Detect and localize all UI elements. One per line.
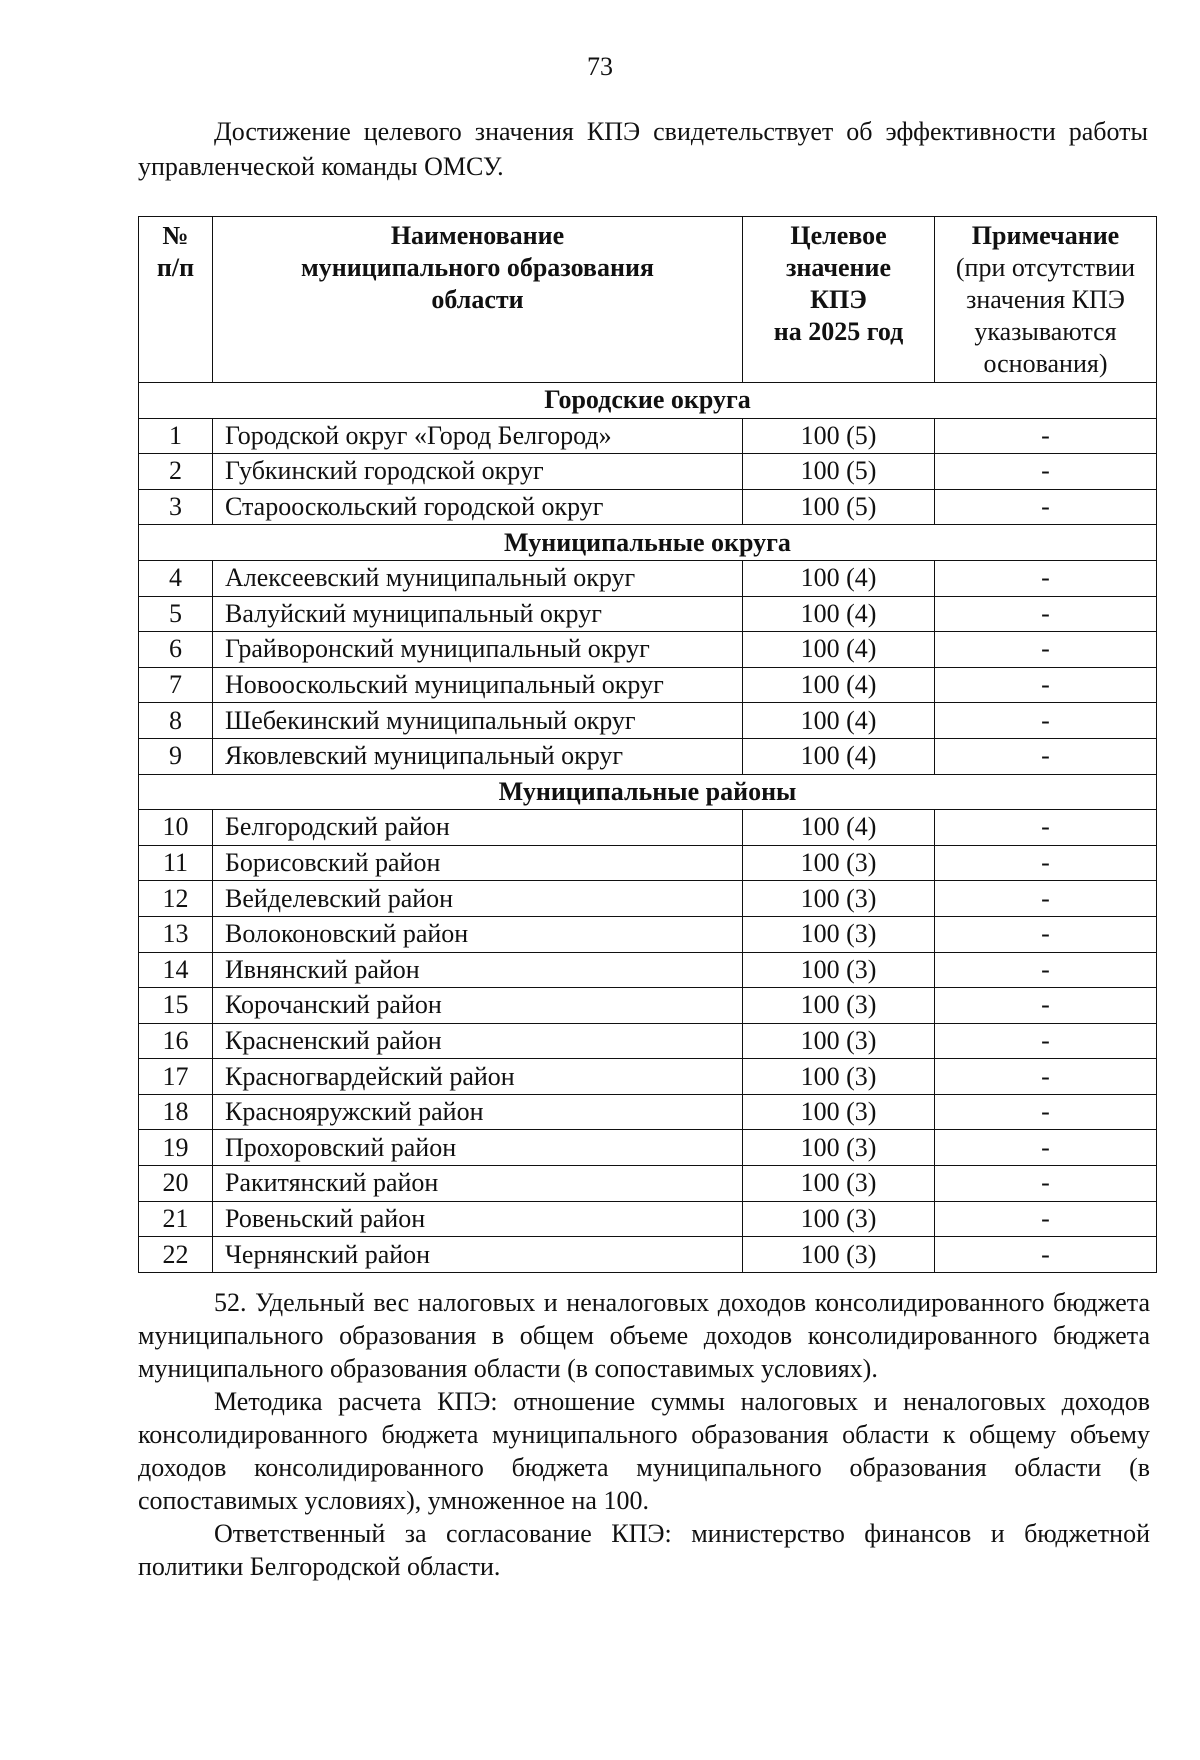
bottom-text — [138, 1286, 1150, 1583]
table-row — [139, 632, 1157, 668]
note-value: - — [935, 489, 1157, 525]
table-row — [139, 988, 1157, 1024]
header-name-line: Наименование — [390, 221, 565, 250]
row-number: 21 — [139, 1201, 213, 1237]
table-row — [139, 881, 1157, 917]
row-number: 16 — [139, 1023, 213, 1059]
row-number: 19 — [139, 1130, 213, 1166]
header-note — [935, 217, 1157, 383]
table-row — [139, 1059, 1157, 1095]
table-row — [139, 1237, 1157, 1273]
municipality-name: Борисовский район — [213, 845, 743, 881]
header-note-line: указываются — [974, 317, 1117, 346]
municipality-name: Старооскольский городской округ — [213, 489, 743, 525]
municipality-name: Новооскольский муниципальный округ — [213, 667, 743, 703]
note-value: - — [935, 988, 1157, 1024]
section-row — [139, 774, 1157, 810]
note-value: - — [935, 703, 1157, 739]
table-row — [139, 1166, 1157, 1202]
note-value: - — [935, 881, 1157, 917]
header-num — [139, 217, 213, 383]
municipality-name: Алексеевский муниципальный округ — [213, 560, 743, 596]
row-number: 11 — [139, 845, 213, 881]
target-value: 100 (3) — [743, 916, 935, 952]
municipality-name: Грайворонский муниципальный округ — [213, 632, 743, 668]
table-row — [139, 454, 1157, 490]
table-row — [139, 1201, 1157, 1237]
row-number: 10 — [139, 810, 213, 846]
note-value: - — [935, 596, 1157, 632]
header-value-line: Целевое — [790, 221, 887, 250]
kpe-table — [138, 216, 1157, 1273]
municipality-name: Волоконовский район — [213, 916, 743, 952]
municipality-name: Краснояружский район — [213, 1094, 743, 1130]
header-value-line: на 2025 год — [773, 317, 904, 346]
section-title: Муниципальные районы — [139, 774, 1157, 810]
section-row — [139, 525, 1157, 561]
section-title: Муниципальные округа — [139, 525, 1157, 561]
note-value: - — [935, 845, 1157, 881]
municipality-name: Белгородский район — [213, 810, 743, 846]
section-title: Городские округа — [139, 383, 1157, 419]
page-number: 73 — [587, 52, 613, 81]
target-value: 100 (4) — [743, 667, 935, 703]
intro-text: Достижение целевого значения КПЭ свидетельствует об эффективности работы управленческой команды ОМСУ. — [138, 117, 1148, 181]
municipality-name: Вейделевский район — [213, 881, 743, 917]
municipality-name: Ракитянский район — [213, 1166, 743, 1202]
note-value: - — [935, 810, 1157, 846]
municipality-name: Чернянский район — [213, 1237, 743, 1273]
municipality-name: Валуйский муниципальный округ — [213, 596, 743, 632]
note-value: - — [935, 667, 1157, 703]
row-number: 9 — [139, 738, 213, 774]
header-name-line: муниципального образования — [301, 253, 654, 282]
target-value: 100 (3) — [743, 952, 935, 988]
table-row — [139, 810, 1157, 846]
table-row — [139, 1094, 1157, 1130]
target-value: 100 (4) — [743, 810, 935, 846]
target-value: 100 (4) — [743, 738, 935, 774]
row-number: 8 — [139, 703, 213, 739]
header-name — [213, 217, 743, 383]
note-value: - — [935, 1201, 1157, 1237]
target-value: 100 (4) — [743, 703, 935, 739]
table-row — [139, 916, 1157, 952]
header-num-line: № — [162, 221, 189, 250]
section-row — [139, 383, 1157, 419]
target-value: 100 (3) — [743, 881, 935, 917]
target-value: 100 (3) — [743, 988, 935, 1024]
municipality-name: Прохоровский район — [213, 1130, 743, 1166]
table-row — [139, 1130, 1157, 1166]
row-number: 4 — [139, 560, 213, 596]
target-value: 100 (5) — [743, 454, 935, 490]
note-value: - — [935, 738, 1157, 774]
note-value: - — [935, 1059, 1157, 1095]
target-value: 100 (4) — [743, 596, 935, 632]
target-value: 100 (3) — [743, 1201, 935, 1237]
note-value: - — [935, 952, 1157, 988]
row-number: 2 — [139, 454, 213, 490]
header-name-line: области — [431, 285, 524, 314]
table-row — [139, 738, 1157, 774]
municipality-name: Губкинский городской округ — [213, 454, 743, 490]
paragraph-52-title: 52. Удельный вес налоговых и неналоговых доходов консолидированного бюджета муниципального образования в общем объеме доходов консолидированного бюджета муниципального образования области (в сопоставимых условиях). — [138, 1288, 1150, 1383]
header-note-line: Примечание — [971, 221, 1120, 250]
target-value: 100 (3) — [743, 1059, 935, 1095]
note-value: - — [935, 418, 1157, 454]
target-value: 100 (3) — [743, 1166, 935, 1202]
header-note-line: (при отсутствии — [955, 253, 1136, 282]
note-value: - — [935, 632, 1157, 668]
municipality-name: Ровеньский район — [213, 1201, 743, 1237]
paragraph-methodology: Методика расчета КПЭ: отношение суммы налоговых и неналоговых доходов консолидированного бюджета муниципального образования области к общему объему доходов консолидированного бюджета муниципального образования области (в сопоставимых условиях), умноженное на 100. — [138, 1387, 1150, 1515]
municipality-name: Красненский район — [213, 1023, 743, 1059]
row-number: 13 — [139, 916, 213, 952]
municipality-name: Ивнянский район — [213, 952, 743, 988]
header-value — [743, 217, 935, 383]
municipality-name: Корочанский район — [213, 988, 743, 1024]
row-number: 18 — [139, 1094, 213, 1130]
table-header-row — [139, 217, 1157, 383]
municipality-name: Городской округ «Город Белгород» — [213, 418, 743, 454]
header-note-line: основания) — [983, 349, 1108, 378]
row-number: 14 — [139, 952, 213, 988]
table-row — [139, 845, 1157, 881]
target-value: 100 (5) — [743, 418, 935, 454]
municipality-name: Красногвардейский район — [213, 1059, 743, 1095]
target-value: 100 (3) — [743, 1094, 935, 1130]
table-row — [139, 596, 1157, 632]
header-value-line: значение — [785, 253, 892, 282]
target-value: 100 (3) — [743, 1237, 935, 1273]
row-number: 20 — [139, 1166, 213, 1202]
target-value: 100 (3) — [743, 845, 935, 881]
note-value: - — [935, 560, 1157, 596]
header-note-line: значения КПЭ — [966, 285, 1125, 314]
table-row — [139, 560, 1157, 596]
table-row — [139, 667, 1157, 703]
table-row — [139, 1023, 1157, 1059]
table-row — [139, 703, 1157, 739]
row-number: 3 — [139, 489, 213, 525]
table-body — [139, 383, 1157, 1273]
target-value: 100 (5) — [743, 489, 935, 525]
table-row — [139, 952, 1157, 988]
note-value: - — [935, 1023, 1157, 1059]
row-number: 15 — [139, 988, 213, 1024]
table-row — [139, 489, 1157, 525]
table-row — [139, 418, 1157, 454]
municipality-name: Шебекинский муниципальный округ — [213, 703, 743, 739]
note-value: - — [935, 1237, 1157, 1273]
header-value-line: КПЭ — [810, 285, 867, 314]
municipality-name: Яковлевский муниципальный округ — [213, 738, 743, 774]
row-number: 7 — [139, 667, 213, 703]
note-value: - — [935, 1130, 1157, 1166]
row-number: 22 — [139, 1237, 213, 1273]
paragraph-responsible: Ответственный за согласование КПЭ: министерство финансов и бюджетной политики Белгородской области. — [138, 1519, 1150, 1581]
target-value: 100 (4) — [743, 560, 935, 596]
row-number: 12 — [139, 881, 213, 917]
target-value: 100 (4) — [743, 632, 935, 668]
target-value: 100 (3) — [743, 1130, 935, 1166]
note-value: - — [935, 1094, 1157, 1130]
intro-paragraph — [138, 114, 1148, 184]
row-number: 6 — [139, 632, 213, 668]
note-value: - — [935, 916, 1157, 952]
row-number: 17 — [139, 1059, 213, 1095]
header-num-line: п/п — [156, 253, 195, 282]
row-number: 1 — [139, 418, 213, 454]
target-value: 100 (3) — [743, 1023, 935, 1059]
note-value: - — [935, 454, 1157, 490]
note-value: - — [935, 1166, 1157, 1202]
row-number: 5 — [139, 596, 213, 632]
